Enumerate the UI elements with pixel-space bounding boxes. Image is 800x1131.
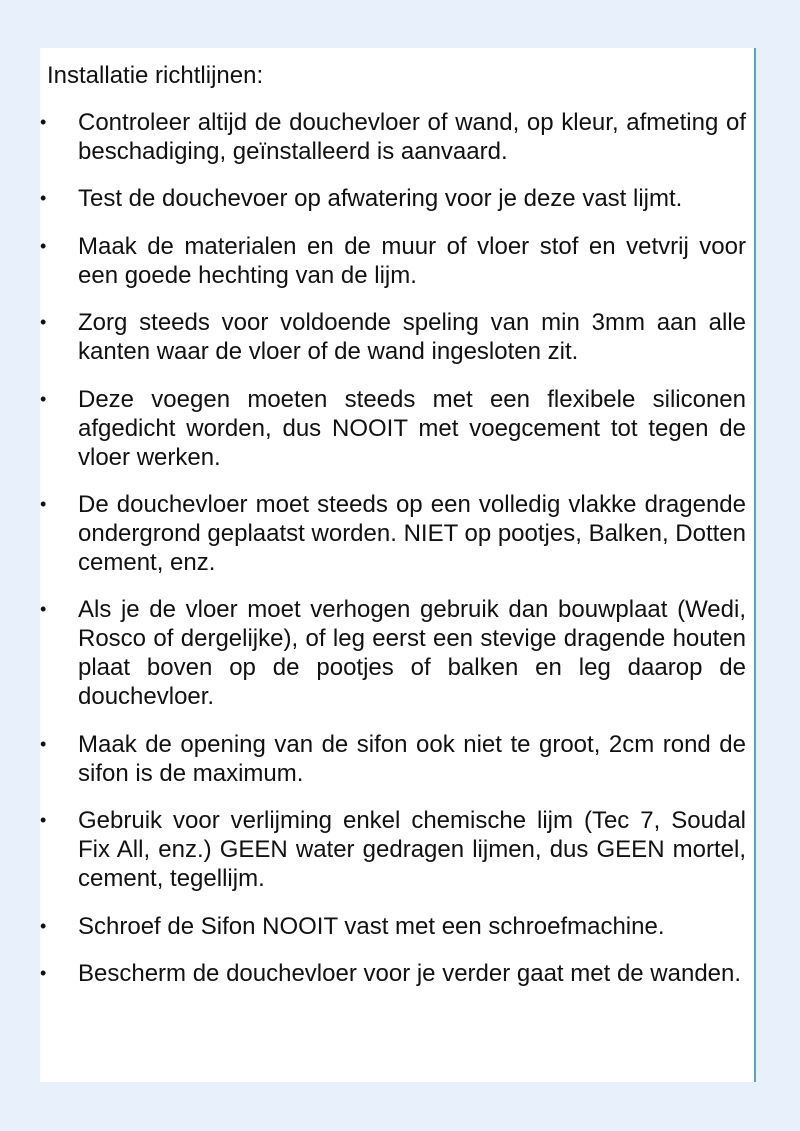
list-item-text: Bescherm de douchevloer voor je verder gaat met de wanden. [78, 959, 742, 987]
list-item [40, 730, 746, 788]
list-item-text: Als je de vloer moet verhogen gebruik dan bouwplaat (Wedi, Rosco of dergelijke), of leg eerst een stevige dragende houten plaat boven op de pootjes of balken en leg daarop de douchevloer. [78, 596, 746, 711]
list-item-text: Deze voegen moeten steeds met een flexibele siliconen afgedicht worden, dus NOOIT met voegcement tot tegen de vloer werken. [78, 385, 746, 471]
bullet-icon: • [40, 235, 47, 256]
list-item [40, 912, 746, 941]
list-item [40, 490, 746, 577]
list-item [40, 806, 746, 893]
list-item [40, 108, 746, 166]
bullet-icon: • [40, 733, 47, 754]
list-item [40, 232, 746, 290]
list-item-text: Test de douchevoer op afwatering voor je deze vast lijmt. [78, 185, 683, 213]
bullet-icon: • [40, 188, 47, 209]
list-item [40, 184, 746, 213]
list-item [40, 308, 746, 366]
bullet-icon: • [40, 810, 47, 831]
list-item-text: Schroef de Sifon NOOIT vast met een schroefmachine. [78, 912, 665, 940]
bullet-icon: • [40, 962, 47, 983]
list-item [40, 959, 746, 988]
bullet-icon: • [40, 915, 47, 936]
list-item-text: De douchevloer moet steeds op een volledig vlakke dragende ondergrond geplaatst worden. NIET op pootjes, Balken, Dotten cement, enz. [78, 490, 746, 576]
instructions-panel [40, 48, 756, 1082]
list-item-text: Controleer altijd de douchevloer of wand, op kleur, afmeting of beschadiging, geïnstalleerd is aanvaard. [78, 109, 746, 165]
list-item-text: Gebruik voor verlijming enkel chemische lijm (Tec 7, Soudal Fix All, enz.) GEEN water gedragen lijmen, dus GEEN mortel, cement, tegellijm. [78, 807, 746, 893]
bullet-icon: • [40, 493, 47, 514]
guideline-list [40, 108, 746, 1006]
bullet-icon: • [40, 388, 47, 409]
list-item [40, 595, 746, 711]
list-item-text: Maak de opening van de sifon ook niet te groot, 2cm rond de sifon is de maximum. [78, 730, 746, 787]
bullet-icon: • [40, 599, 47, 620]
list-item [40, 385, 746, 472]
list-item-text: Maak de materialen en de muur of vloer stof en vetvrij voor een goede hechting van de lijm. [78, 232, 746, 289]
bullet-icon: • [40, 112, 47, 132]
list-item-text: Zorg steeds voor voldoende speling van min 3mm aan alle kanten waar de vloer of de wand ingesloten zit. [78, 309, 746, 366]
bullet-icon: • [40, 312, 47, 333]
page-title: Installatie richtlijnen: [47, 62, 264, 89]
